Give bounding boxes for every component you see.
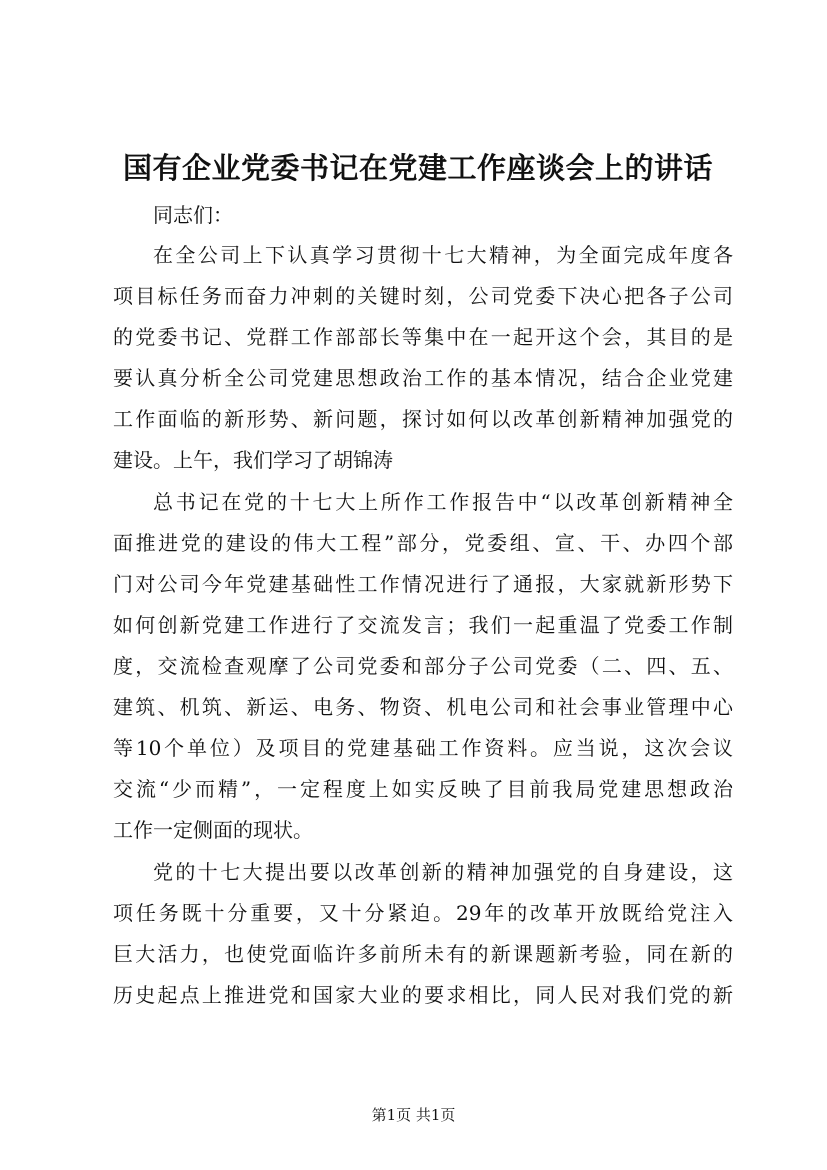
paragraph-line: 在全公司上下认真学习贯彻十七大精神，为全面完成年度各 xyxy=(153,243,733,267)
paragraph-line: 建筑、机筑、新运、电务、物资、机电公司和社会事业管理中心 xyxy=(113,695,733,719)
paragraph-line: 要认真分析全公司党建思想政治工作的基本情况，结合企业党建 xyxy=(113,366,733,390)
paragraph-line: 项目标任务而奋力冲刺的关键时刻，公司党委下决心把各子公司 xyxy=(113,284,733,308)
paragraph-line: 工作一定侧面的现状。 xyxy=(113,818,313,842)
salutation: 同志们： xyxy=(153,203,233,227)
paragraph-line: 度，交流检查观摩了公司党委和部分子公司党委（二、四、五、 xyxy=(113,654,733,678)
paragraph-1 xyxy=(113,235,733,481)
paragraph-line: 交流“少而精”，一定程度上如实反映了目前我局党建思想政治 xyxy=(113,777,733,801)
document-title: 国有企业党委书记在党建工作座谈会上的讲话 xyxy=(122,151,713,185)
paragraph-line: 总书记在党的十七大上所作工作报告中“以改革创新精神全 xyxy=(153,490,733,514)
paragraph-line: 历史起点上推进党和国家大业的要求相比，同人民对我们党的新 xyxy=(113,983,733,1007)
paragraph-2 xyxy=(113,482,733,851)
page-footer: 第1页 共1页 xyxy=(371,1106,456,1124)
paragraph-line: 项任务既十分重要，又十分紧迫。29年的改革开放既给党注入 xyxy=(113,901,733,925)
paragraph-line: 门对公司今年党建基础性工作情况进行了通报，大家就新形势下 xyxy=(113,572,733,596)
paragraph-3 xyxy=(113,852,733,1016)
paragraph-line: 建设。上午，我们学习了胡锦涛 xyxy=(113,448,393,472)
paragraph-line: 面推进党的建设的伟大工程”部分，党委组、宣、干、办四个部 xyxy=(113,531,733,555)
paragraph-line: 的党委书记、党群工作部部长等集中在一起开这个会，其目的是 xyxy=(113,325,733,349)
paragraph-line: 如何创新党建工作进行了交流发言；我们一起重温了党委工作制 xyxy=(113,613,733,637)
paragraph-line: 党的十七大提出要以改革创新的精神加强党的自身建设，这 xyxy=(153,860,733,884)
paragraph-line: 等10个单位）及项目的党建基础工作资料。应当说，这次会议 xyxy=(113,736,733,760)
paragraph-line: 工作面临的新形势、新问题，探讨如何以改革创新精神加强党的 xyxy=(113,407,733,431)
paragraph-line: 巨大活力，也使党面临许多前所未有的新课题新考验，同在新的 xyxy=(113,942,733,966)
